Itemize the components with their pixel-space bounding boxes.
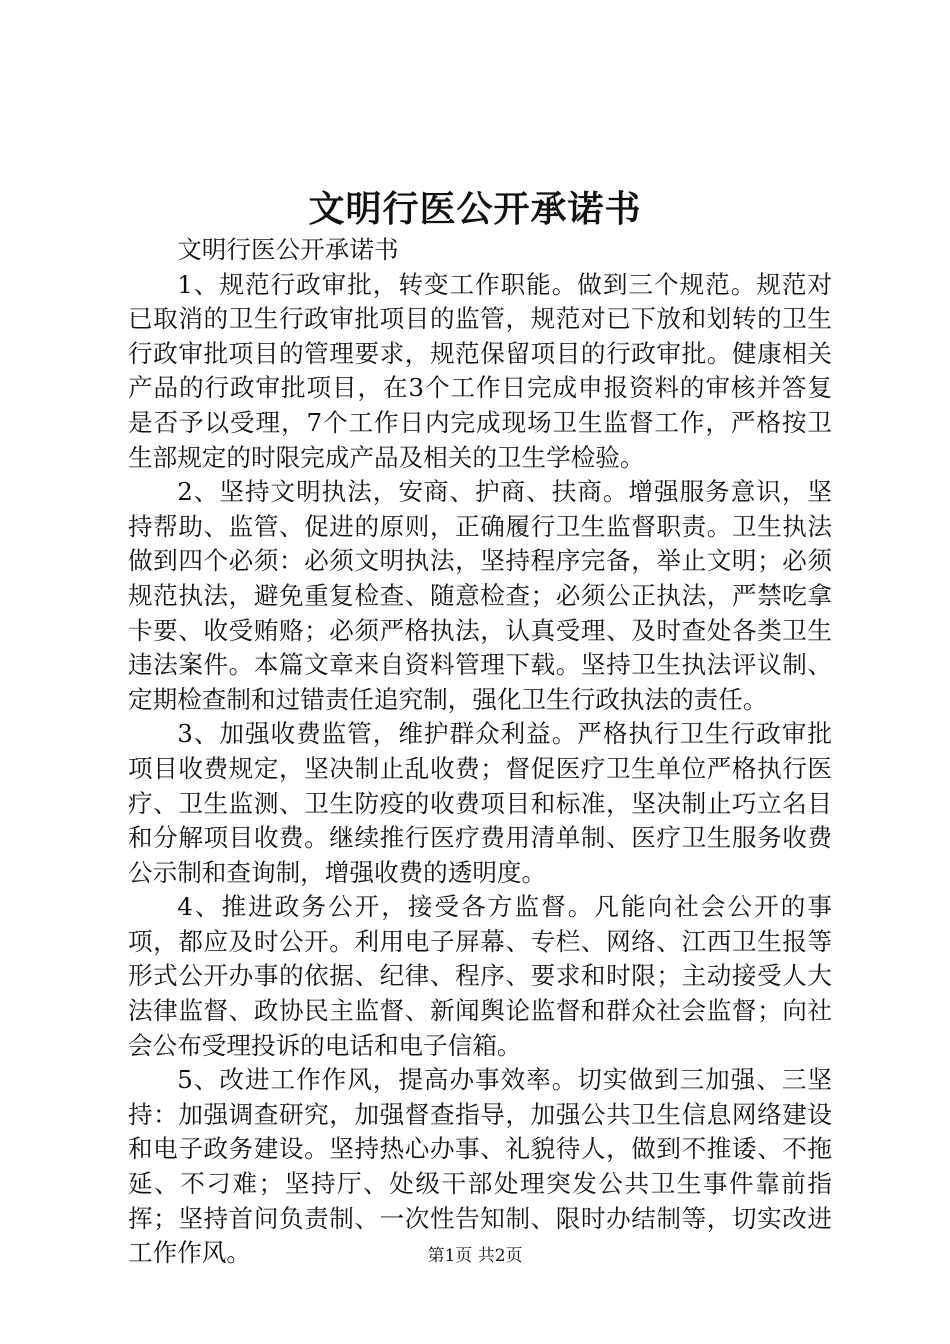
paragraph-heading: 文明行医公开承诺书 [177,235,399,264]
paragraph-item-4: 4、推进政务公开，接受各方监督。凡能向社会公开的事项，都应及时公开。利用电子屏幕、专栏、网络、江西卫生报等形式公开办事的依据、纪律、程序、要求和时限；主动接受人大法律监督、政协民主监督、新闻舆论监督和群众社会监督；向社会公布受理投诉的电话和电子信箱。 [128,892,832,1060]
paragraph-item-2: 2、坚持文明执法，安商、护商、扶商。增强服务意识，坚持帮助、监管、促进的原则，正确履行卫生监督职责。卫生执法做到四个必须：必须文明执法，坚持程序完备，举止文明；必须规范执法，避免重复检查、随意检查；必须公正执法，严禁吃拿卡要、收受贿赂；必须严格执法，认真受理、及时查处各类卫生违法案件。本篇文章来自资料管理下载。坚持卫生执法评议制、定期检查制和过错责任追究制，强化卫生行政执法的责任。 [128,477,832,714]
paragraph-item-3: 3、加强收费监管，维护群众利益。严格执行卫生行政审批项目收费规定，坚决制止乱收费；督促医疗卫生单位严格执行医疗、卫生监测、卫生防疫的收费项目和标准，坚决制止巧立名目和分解项目收费。继续推行医疗费用清单制、医疗卫生服务收费公示制和查询制，增强收费的透明度。 [128,719,832,887]
paragraph-item-5: 5、改进工作作风，提高办事效率。切实做到三加强、三坚持：加强调查研究，加强督查指导，加强公共卫生信息网络建设和电子政务建设。坚持热心办事、礼貌待人，做到不推诿、不拖延、不刁难；坚持厅、处级干部处理突发公共卫生事件靠前指挥；坚持首问负责制、一次性告知制、限时办结制等，切实改进工作作风。 [128,1065,832,1268]
page-number-footer: 第1页 共2页 [427,1246,523,1266]
document-body [128,233,832,1271]
paragraph-item-1: 1、规范行政审批，转变工作职能。做到三个规范。规范对已取消的卫生行政审批项目的监管，规范对已下放和划转的卫生行政审批项目的管理要求，规范保留项目的行政审批。健康相关产品的行政审批项目，在3个工作日完成申报资料的审核并答复是否予以受理，7个工作日内完成现场卫生监督工作，严格按卫生部规定的时限完成产品及相关的卫生学检验。 [128,269,832,472]
document-title: 文明行医公开承诺书 [308,188,642,230]
